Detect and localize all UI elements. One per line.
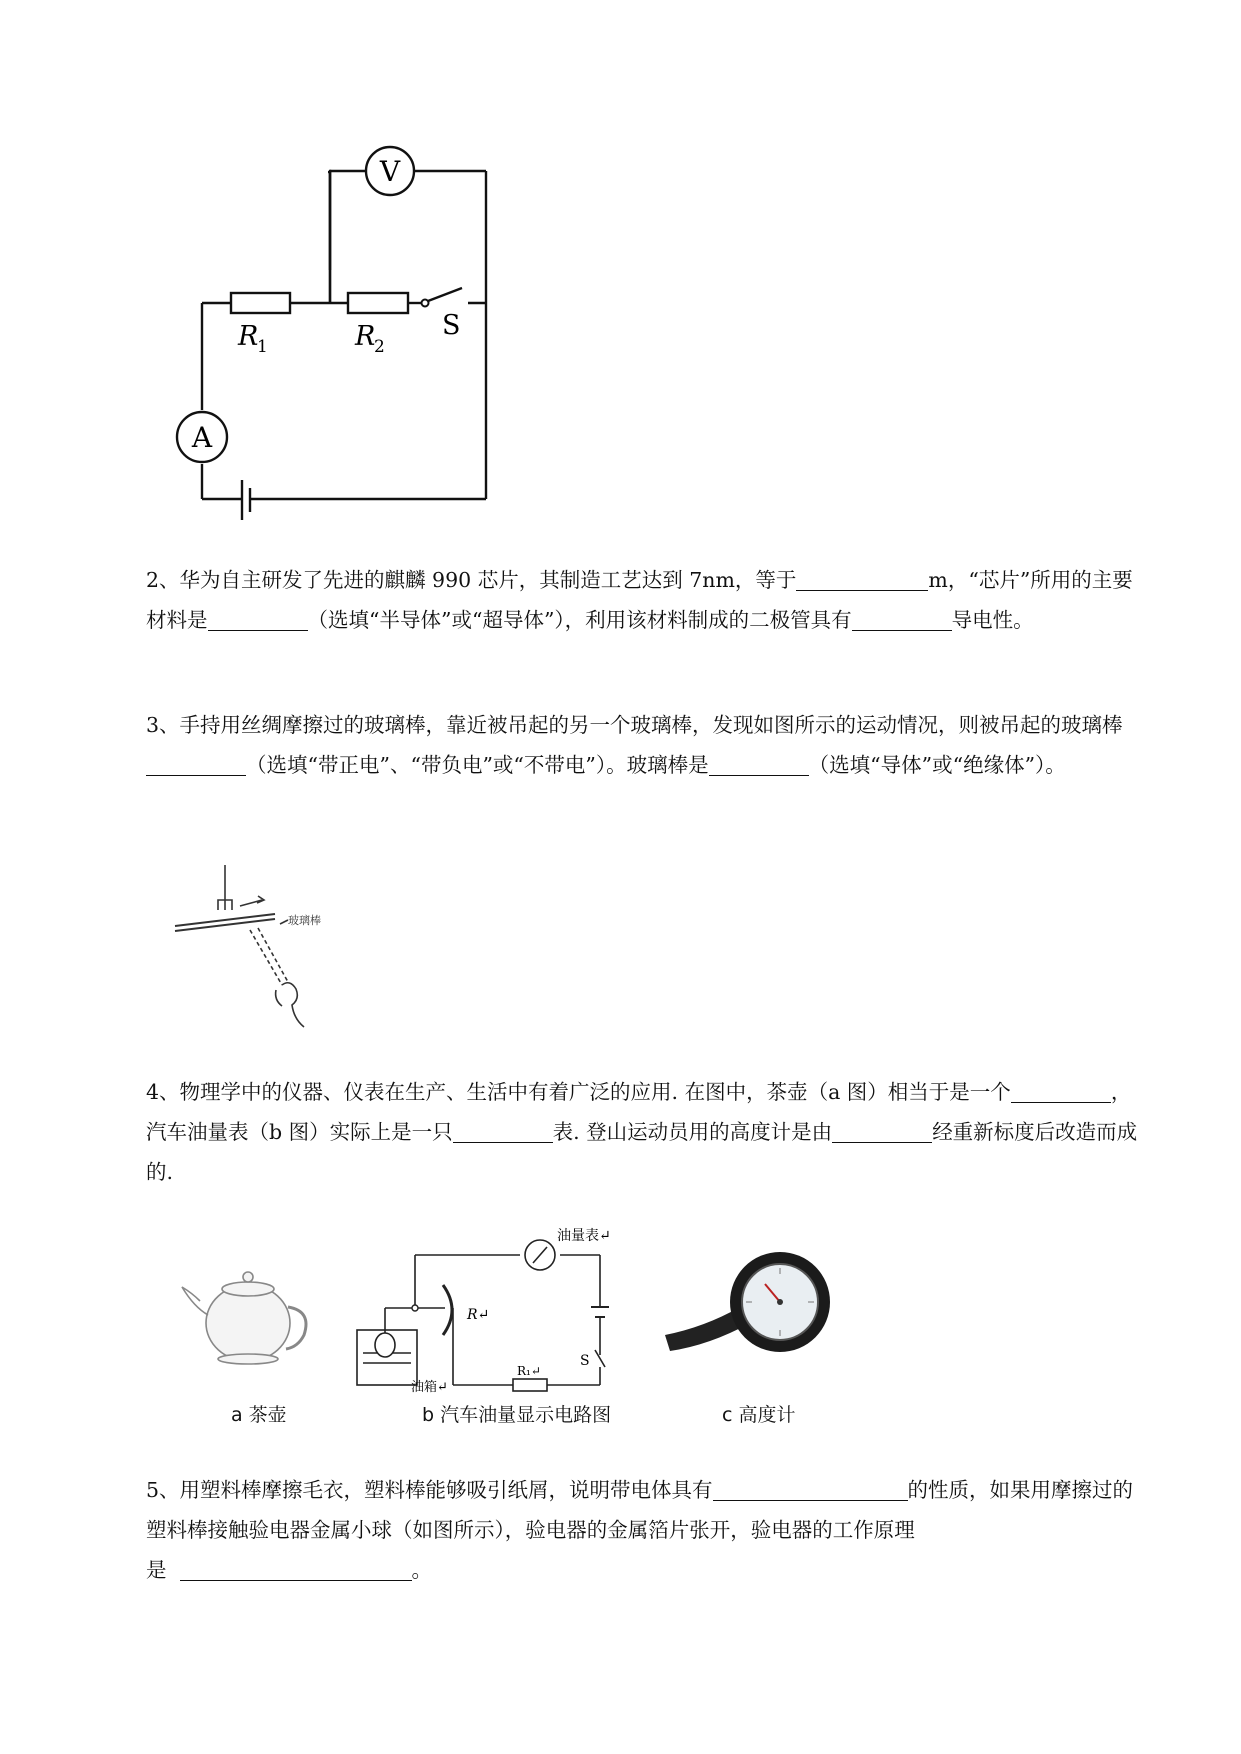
caption-b: b 汽车油量显示电路图	[422, 1404, 612, 1426]
q2-text-3: （选填“半导体”或“超导体”），利用该材料制成的二极管具有	[307, 608, 852, 632]
question-2	[146, 560, 1146, 640]
answer-blank[interactable]	[1011, 1078, 1111, 1103]
r1-label: R₁↵	[517, 1364, 541, 1378]
q5-text-1: 5、用塑料棒摩擦毛衣，塑料棒能够吸引纸屑，说明带电体具有	[146, 1478, 713, 1502]
circuit-diagram-1	[150, 140, 500, 530]
answer-blank[interactable]	[180, 1556, 412, 1581]
answer-blank[interactable]	[796, 566, 928, 591]
glass-rod-figure	[170, 860, 380, 1030]
q4-text-2: ，汽车油量表（b 图）实际上是一只	[146, 1080, 1132, 1144]
question-5	[146, 1470, 1146, 1590]
resistor-r1	[231, 293, 290, 313]
variable-resistor-label: R↵	[467, 1307, 490, 1323]
teapot-figure	[180, 1255, 320, 1370]
resistor-r2	[348, 293, 408, 313]
ammeter-label: A	[191, 421, 213, 454]
switch-contact	[422, 300, 429, 307]
q4-text-3: 表. 登山运动员用的高度计是由	[552, 1120, 833, 1144]
q2-text-4: 导电性。	[951, 608, 1034, 632]
glass-rod-label: 玻璃棒	[288, 914, 321, 927]
answer-blank[interactable]	[453, 1118, 553, 1143]
answer-blank[interactable]	[832, 1118, 932, 1143]
question-3	[146, 705, 1146, 785]
answer-blank[interactable]	[146, 751, 246, 776]
q5-text-2: 的性质，如果用摩擦过的塑料棒接触验电器金属小球（如图所示），验电器的金属箔片张开，验电器的工作原理	[146, 1478, 1134, 1542]
fuel-gauge-circuit	[355, 1225, 650, 1395]
answer-blank[interactable]	[713, 1476, 908, 1501]
caption-a: a 茶壶	[231, 1404, 287, 1426]
q5-text-4: 。	[411, 1558, 433, 1582]
q3-text-1: 3、手持用丝绸摩擦过的玻璃棒，靠近被吊起的另一个玻璃棒，发现如图所示的运动情况，则被吊起的玻璃棒	[146, 713, 1123, 737]
r2-label: R	[355, 321, 376, 352]
r1-subscript: 1	[257, 337, 268, 357]
q5-text-3: 是	[146, 1558, 167, 1582]
switch-label: S	[442, 310, 461, 341]
r1-label: R	[238, 321, 259, 352]
switch-label: S	[580, 1353, 590, 1369]
answer-blank[interactable]	[852, 606, 952, 631]
q3-text-2: （选填“带正电”、“带负电”或“不带电”）。玻璃棒是	[246, 753, 709, 777]
q3-text-3: （选填“导体”或“绝缘体”）。	[808, 753, 1066, 777]
fuel-meter-label: 油量表↵	[557, 1228, 611, 1244]
caption-c: c 高度计	[722, 1404, 796, 1426]
answer-blank[interactable]	[709, 751, 809, 776]
tank-label: 油箱↵	[411, 1380, 448, 1395]
q4-text-1: 4、物理学中的仪器、仪表在生产、生活中有着广泛的应用. 在图中，茶壶（a 图）相当于是一个	[146, 1080, 1011, 1104]
q2-text-1: 2、华为自主研发了先进的麒麟 990 芯片，其制造工艺达到 7nm，等于	[146, 568, 797, 592]
q4-text-4: 经重新标度后改造而成的.	[146, 1120, 1138, 1184]
voltmeter-label: V	[379, 155, 401, 188]
q2-text-2: m，“芯片”所用的主要材料是	[146, 568, 1133, 632]
answer-blank[interactable]	[208, 606, 308, 631]
question-4	[146, 1072, 1146, 1192]
r2-subscript: 2	[374, 337, 385, 357]
altimeter-figure	[665, 1240, 830, 1380]
